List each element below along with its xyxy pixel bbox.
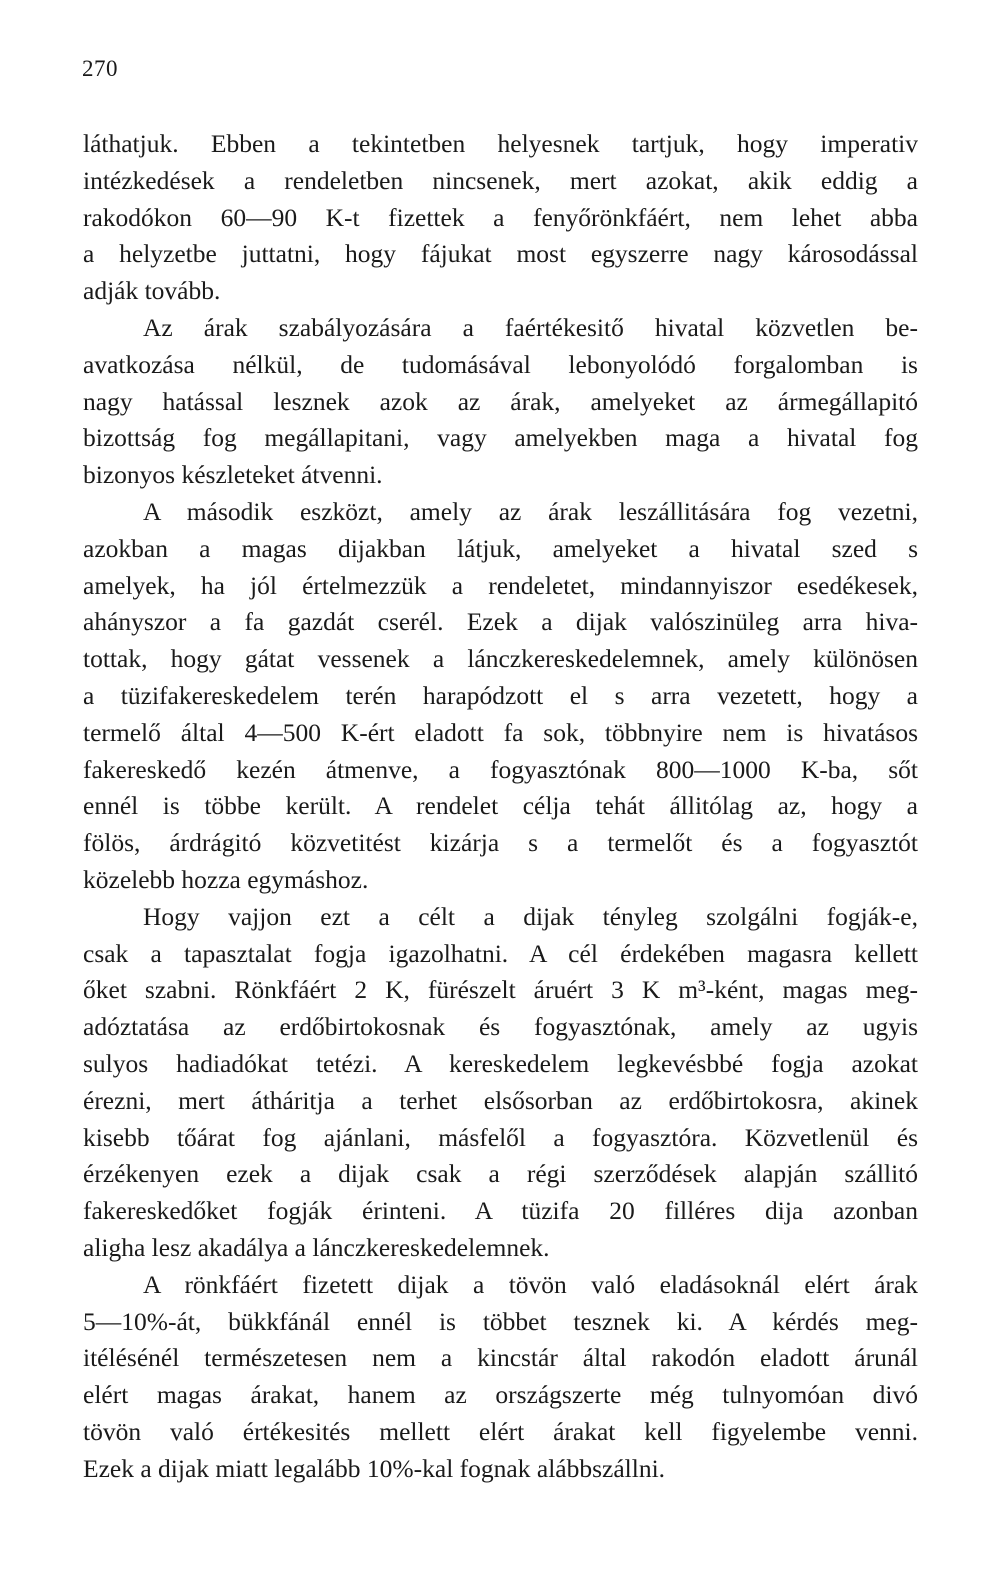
text-line: ennél is többe került. A rendelet célja tehát állitólag az, hogy a: [83, 791, 918, 821]
text-line: avatkozása nélkül, de tudomásával lebonyolódó forgalomban is: [83, 349, 918, 379]
paragraph-start-line: A második eszközt, amely az árak leszállitására fog vezetni,: [143, 496, 918, 526]
text-line: adják tovább.: [83, 276, 221, 306]
text-line: nagy hatással lesznek azok az árak, amelyeket az ármegállapitó: [83, 386, 918, 416]
text-line: itélésénél természetesen nem a kincstár által rakodón eladott árunál: [83, 1343, 918, 1373]
text-line: érezni, mert átháritja a terhet elsősorban az erdőbirtokosra, akinek: [83, 1085, 918, 1115]
text-line: fakereskedőket fogják érinteni. A tüzifa 20 filléres dija azonban: [83, 1196, 918, 1226]
text-line: bizottság fog megállapitani, vagy amelyekben maga a hivatal fog: [83, 423, 918, 453]
text-line: érzékenyen ezek a dijak csak a régi szerződések alapján szállitó: [83, 1159, 918, 1189]
text-line: azokban a magas dijakban látjuk, amelyeket a hivatal szed s: [83, 533, 918, 563]
text-line: fölös, árdrágitó közvetitést kizárja s a termelőt és a fogyasztót: [83, 828, 918, 858]
text-line: aligha lesz akadálya a lánczkereskedelemnek.: [83, 1232, 550, 1262]
text-line: tottak, hogy gátat vessenek a lánczkereskedelemnek, amely különösen: [83, 644, 918, 674]
text-line: sulyos hadiadókat tetézi. A kereskedelem legkevésbbé fogja azokat: [83, 1048, 918, 1078]
text-line: csak a tapasztalat fogja igazolhatni. A cél érdekében magasra kellett: [83, 938, 918, 968]
text-line: közelebb hozza egymáshoz.: [83, 864, 369, 894]
text-line: bizonyos készleteket átvenni.: [83, 460, 383, 490]
text-line: kisebb tőárat fog ajánlani, másfelől a fogyasztóra. Közvetlenül és: [83, 1122, 918, 1152]
text-line: intézkedések a rendeletben nincsenek, mert azokat, akik eddig a: [83, 165, 918, 195]
text-line: amelyek, ha jól értelmezzük a rendeletet, mindannyiszor esedékesek,: [83, 570, 918, 600]
text-line: a tüzifakereskedelem terén harapódzott el s arra vezetett, hogy a: [83, 680, 918, 710]
paragraph-start-line: Hogy vajjon ezt a célt a dijak tényleg szolgálni fogják-e,: [143, 901, 918, 931]
text-line: fakereskedő kezén átmenve, a fogyasztónak 800—1000 K-ba, sőt: [83, 754, 918, 784]
text-line: 5—10%-át, bükkfánál ennél is többet tesznek ki. A kérdés meg-: [83, 1306, 918, 1336]
text-line: a helyzetbe juttatni, hogy fájukat most egyszerre nagy károsodással: [83, 239, 918, 269]
text-line: Ezek a dijak miatt legalább 10%-kal fognak alábbszállni.: [83, 1453, 666, 1483]
text-line: rakodókon 60—90 K-t fizettek a fenyőrönkfáért, nem lehet abba: [83, 202, 918, 232]
text-line: elért magas árakat, hanem az országszerte még tulnyomóan divó: [83, 1380, 918, 1410]
text-line: láthatjuk. Ebben a tekintetben helyesnek tartjuk, hogy imperativ: [83, 129, 918, 158]
page-number: 270: [82, 56, 118, 81]
text-line: adóztatása az erdőbirtokosnak és fogyasztónak, amely az ugyis: [83, 1012, 918, 1042]
text-line: őket szabni. Rönkfáért 2 K, fürészelt áruért 3 K m³-ként, magas meg-: [83, 975, 918, 1005]
text-line: tövön való értékesités mellett elért árakat kell figyelembe venni.: [83, 1416, 918, 1446]
paragraph-start-line: A rönkfáért fizetett dijak a tövön való eladásoknál elért árak: [143, 1269, 918, 1299]
text-line: ahányszor a fa gazdát cserél. Ezek a dijak valószinüleg arra hiva-: [83, 607, 918, 637]
paragraph-start-line: Az árak szabályozására a faértékesitő hivatal közvetlen be-: [143, 312, 918, 342]
text-line: termelő által 4—500 K-ért eladott fa sok, többnyire nem is hivatásos: [83, 717, 918, 747]
body-text: [83, 126, 918, 1487]
